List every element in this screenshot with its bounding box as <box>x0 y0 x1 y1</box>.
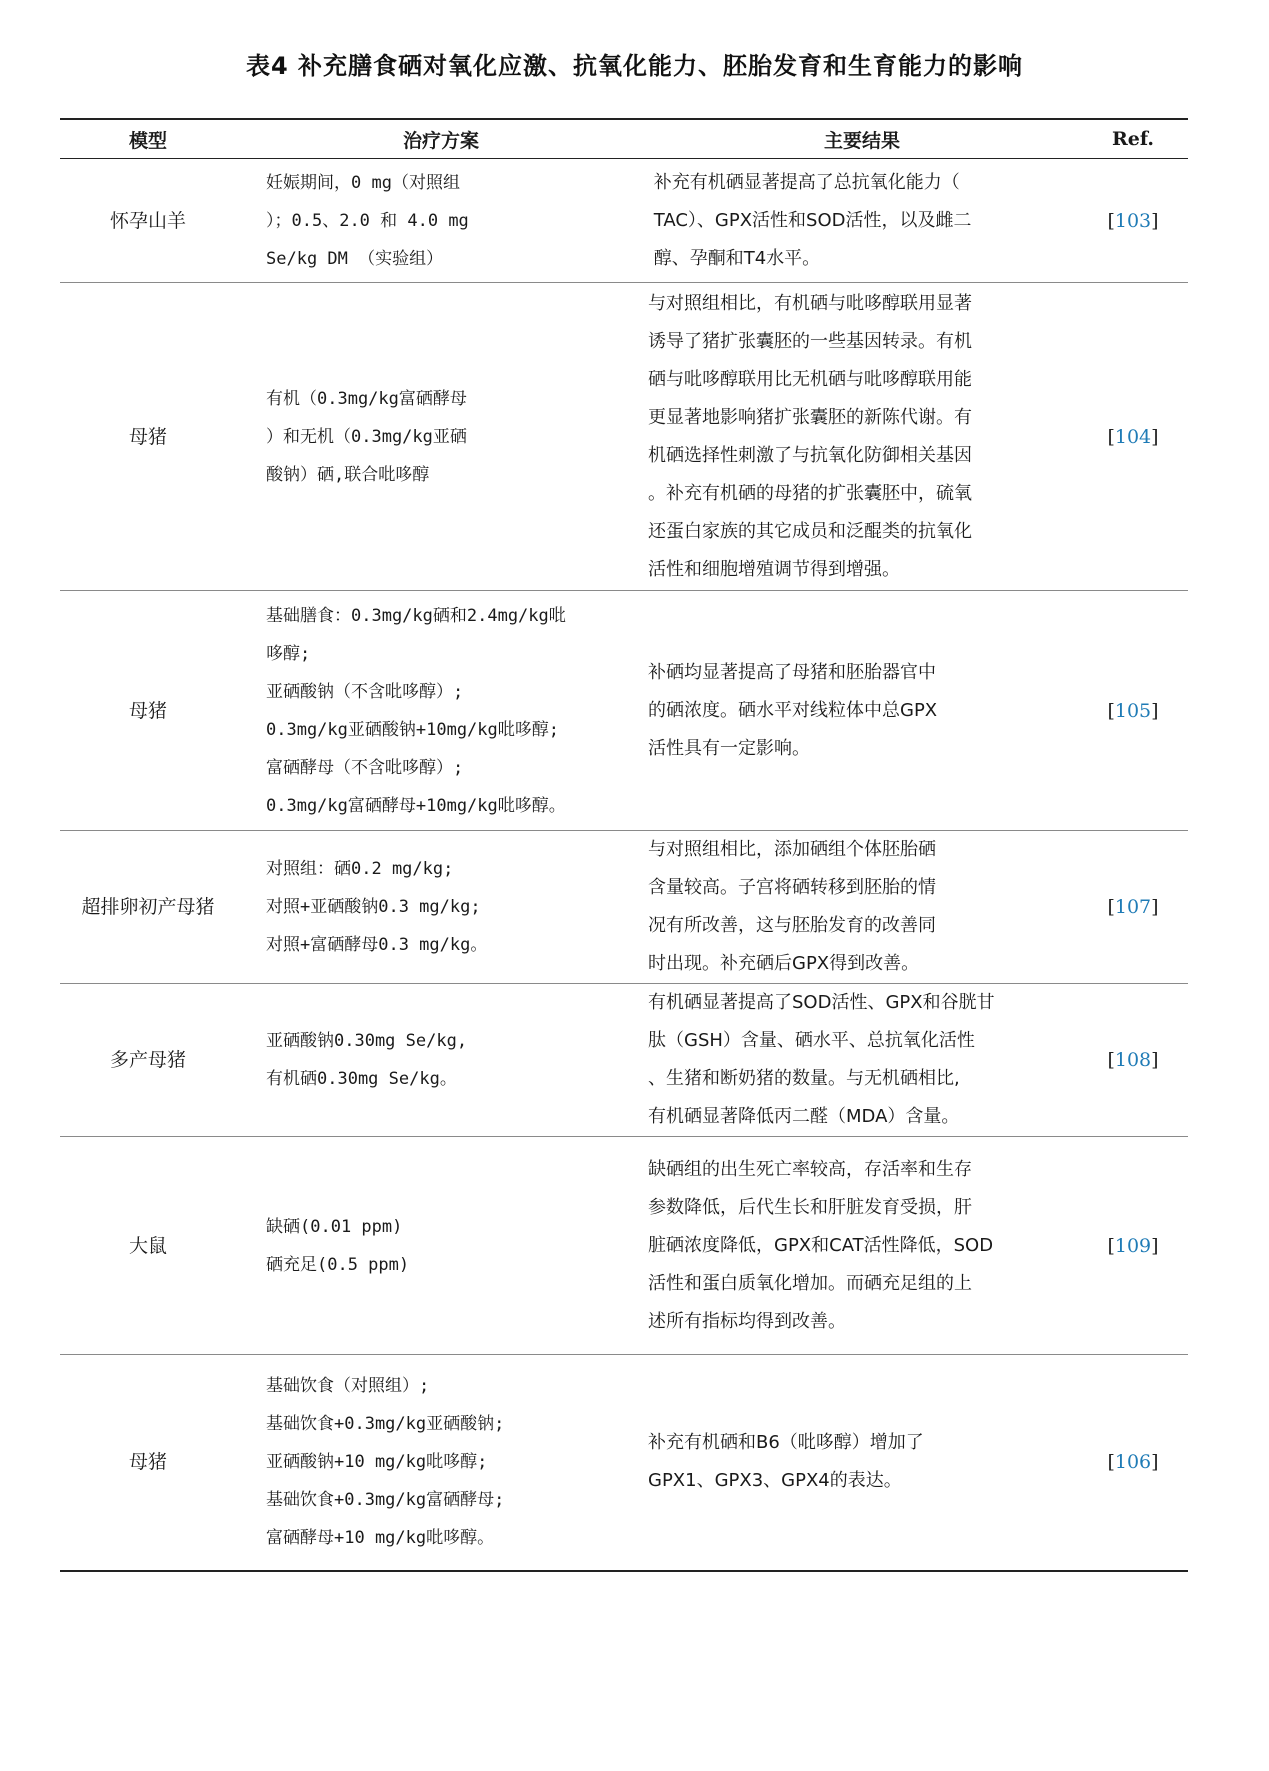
ref-link[interactable]: 105 <box>1114 699 1152 722</box>
result-line: 有机硒显著提高了SOD活性、GPX和谷胱甘 <box>648 992 995 1013</box>
table-row <box>60 984 1188 1137</box>
header-result: 主要结果 <box>824 129 901 152</box>
treatment-line: 亚硒酸钠0.30mg Se/kg, <box>266 1031 468 1051</box>
treatment-line: ）；0.5、2.0 和 4.0 mg <box>266 210 469 231</box>
cell-spacer <box>1046 984 1078 1137</box>
result-line: TAC）、GPX活性和SOD活性，以及雌二 <box>648 209 972 231</box>
result-line: 与对照组相比，有机硒与吡哆醇联用显著 <box>648 292 972 314</box>
result-line: 参数降低，后代生长和肝脏发育受损，肝 <box>648 1196 972 1218</box>
cell-ref <box>1078 283 1188 591</box>
result-line: 补硒均显著提高了母猪和胚胎器官中 <box>648 661 936 683</box>
result-line: 述所有指标均得到改善。 <box>648 1310 846 1332</box>
treatment-line: 哆醇; <box>266 643 311 664</box>
cell-model: 怀孕山羊 <box>109 209 186 232</box>
result-line: 还蛋白家族的其它成员和泛醌类的抗氧化 <box>648 520 972 542</box>
result-line: 活性具有一定影响。 <box>648 737 810 759</box>
result-line: 诱导了猪扩张囊胚的一些基因转录。有机 <box>648 330 972 352</box>
treatment-line: 亚硒酸钠+10 mg/kg吡哆醇; <box>266 1452 488 1473</box>
cell-result <box>646 831 1046 984</box>
ref-bracket-open: [ <box>1107 425 1115 448</box>
result-line: 补充有机硒和B6（吡哆醇）增加了 <box>648 1432 924 1454</box>
result-line: 硒与吡哆醇联用比无机硒与吡哆醇联用能 <box>648 368 972 390</box>
treatment-line: 对照组：硒0.2 mg/kg; <box>266 859 454 879</box>
treatment-line: 富硒酵母+10 mg/kg吡哆醇。 <box>266 1528 495 1549</box>
ref-bracket-open: [ <box>1107 1049 1115 1071</box>
cell-result <box>646 283 1046 591</box>
cell-spacer <box>1046 1355 1078 1571</box>
table-row <box>60 591 1188 831</box>
table-row <box>60 1137 1188 1355</box>
cell-result <box>646 984 1046 1137</box>
treatment-line: 基础饮食+0.3mg/kg富硒酵母; <box>266 1490 505 1511</box>
result-line: GPX1、GPX3、GPX4的表达。 <box>648 1470 902 1492</box>
cell-model: 超排卵初产母猪 <box>81 896 215 918</box>
ref-bracket-open: [ <box>1107 209 1115 232</box>
ref-link[interactable]: 106 <box>1114 1451 1152 1474</box>
result-line: 肽（GSH）含量、硒水平、总抗氧化活性 <box>648 1030 975 1051</box>
result-line: 机硒选择性刺激了与抗氧化防御相关基因 <box>648 444 972 466</box>
cell-spacer <box>1046 831 1078 984</box>
result-line: 与对照组相比，添加硒组个体胚胎硒 <box>648 839 936 860</box>
treatment-line: 对照+亚硒酸钠0.3 mg/kg; <box>266 897 481 917</box>
cell-treatment <box>236 591 646 831</box>
result-line: 缺硒组的出生死亡率较高，存活率和生存 <box>648 1158 972 1180</box>
ref-link[interactable]: 107 <box>1114 896 1152 918</box>
cell-treatment <box>236 159 646 283</box>
table-row <box>60 831 1188 984</box>
result-line: 况有所改善，这与胚胎发育的改善同 <box>648 915 936 936</box>
result-line: 有机硒显著降低丙二醛（MDA）含量。 <box>648 1106 960 1127</box>
cell-ref <box>1078 159 1188 283</box>
cell-spacer <box>1046 1137 1078 1355</box>
cell-treatment <box>236 283 646 591</box>
ref-bracket-close: ] <box>1151 425 1159 448</box>
ref-link[interactable]: 103 <box>1114 209 1152 232</box>
cell-model: 母猪 <box>128 1451 167 1474</box>
cell-spacer <box>1046 159 1078 283</box>
treatment-line: 对照+富硒酵母0.3 mg/kg。 <box>266 935 488 955</box>
ref-bracket-close: ] <box>1151 896 1159 918</box>
cell-treatment <box>236 1137 646 1355</box>
result-line: 补充有机硒显著提高了总抗氧化能力（ <box>648 171 960 193</box>
treatment-line: ）和无机（0.3mg/kg亚硒 <box>266 426 467 447</box>
cell-ref <box>1078 831 1188 984</box>
cell-model: 大鼠 <box>128 1234 167 1257</box>
table-body <box>60 159 1188 1571</box>
ref-bracket-open: [ <box>1107 896 1115 918</box>
cell-result <box>646 591 1046 831</box>
result-line: 活性和细胞增殖调节得到增强。 <box>648 558 900 580</box>
treatment-line: 基础饮食（对照组）; <box>266 1376 430 1397</box>
ref-bracket-close: ] <box>1151 1234 1159 1257</box>
cell-result <box>646 1355 1046 1571</box>
result-line: 、生猪和断奶猪的数量。与无机硒相比, <box>648 1068 960 1089</box>
cell-treatment <box>236 984 646 1137</box>
ref-bracket-close: ] <box>1151 1049 1159 1071</box>
results-table <box>60 118 1188 1572</box>
cell-spacer <box>1046 591 1078 831</box>
ref-link[interactable]: 108 <box>1114 1049 1152 1071</box>
result-line: 更显著地影响猪扩张囊胚的新陈代谢。有 <box>648 406 972 428</box>
cell-model: 多产母猪 <box>109 1049 186 1071</box>
cell-result <box>646 1137 1046 1355</box>
ref-bracket-close: ] <box>1151 699 1159 722</box>
header-ref: Ref. <box>1112 128 1155 150</box>
result-line: 醇、孕酮和T4水平。 <box>648 247 821 269</box>
result-line: 含量较高。子宫将硒转移到胚胎的情 <box>648 877 936 898</box>
treatment-line: 基础膳食：0.3mg/kg硒和2.4mg/kg吡 <box>266 605 566 626</box>
cell-ref <box>1078 1137 1188 1355</box>
ref-bracket-open: [ <box>1107 1234 1115 1257</box>
table-container <box>60 118 1188 1572</box>
treatment-line: 0.3mg/kg富硒酵母+10mg/kg吡哆醇。 <box>266 795 566 816</box>
ref-bracket-close: ] <box>1151 1451 1159 1474</box>
result-line: 时出现。补充硒后GPX得到改善。 <box>648 953 920 974</box>
result-line: 的硒浓度。硒水平对线粒体中总GPX <box>648 699 938 721</box>
ref-link[interactable]: 109 <box>1114 1234 1152 1257</box>
cell-ref <box>1078 591 1188 831</box>
treatment-line: 妊娠期间，0 mg（对照组 <box>266 172 460 193</box>
table-title: 表4 补充膳食硒对氧化应激、抗氧化能力、胚胎发育和生育能力的影响 <box>245 52 1024 80</box>
treatment-line: 0.3mg/kg亚硒酸钠+10mg/kg吡哆醇; <box>266 719 559 740</box>
header-model: 模型 <box>128 129 167 152</box>
table-row <box>60 1355 1188 1571</box>
ref-bracket-open: [ <box>1107 699 1115 722</box>
treatment-line: 基础饮食+0.3mg/kg亚硒酸钠; <box>266 1414 505 1435</box>
cell-ref <box>1078 984 1188 1137</box>
cell-treatment <box>236 1355 646 1571</box>
result-line: 脏硒浓度降低，GPX和CAT活性降低，SOD <box>648 1234 994 1256</box>
treatment-line: 缺硒(0.01 ppm) <box>266 1216 403 1237</box>
cell-result <box>646 159 1046 283</box>
result-line: 活性和蛋白质氧化增加。而硒充足组的上 <box>648 1272 972 1294</box>
treatment-line: 富硒酵母（不含吡哆醇）; <box>266 757 464 778</box>
treatment-line: Se/kg DM （实验组） <box>266 248 444 269</box>
treatment-line: 有机（0.3mg/kg富硒酵母 <box>266 388 467 409</box>
ref-bracket-close: ] <box>1151 209 1159 232</box>
header-row <box>60 119 1188 159</box>
cell-treatment <box>236 831 646 984</box>
cell-ref <box>1078 1355 1188 1571</box>
header-treatment: 治疗方案 <box>402 129 479 152</box>
treatment-line: 硒充足(0.5 ppm) <box>266 1254 410 1275</box>
ref-bracket-open: [ <box>1107 1451 1115 1474</box>
result-line: 。补充有机硒的母猪的扩张囊胚中，硫氧 <box>648 482 972 504</box>
table-row <box>60 283 1188 591</box>
cell-spacer <box>1046 283 1078 591</box>
treatment-line: 亚硒酸钠（不含吡哆醇）; <box>266 681 464 702</box>
ref-link[interactable]: 104 <box>1114 425 1152 448</box>
cell-model: 母猪 <box>128 425 167 448</box>
cell-model: 母猪 <box>128 699 167 722</box>
table-row <box>60 159 1188 283</box>
treatment-line: 酸钠）硒,联合吡哆醇 <box>266 464 430 485</box>
treatment-line: 有机硒0.30mg Se/kg。 <box>266 1069 457 1089</box>
